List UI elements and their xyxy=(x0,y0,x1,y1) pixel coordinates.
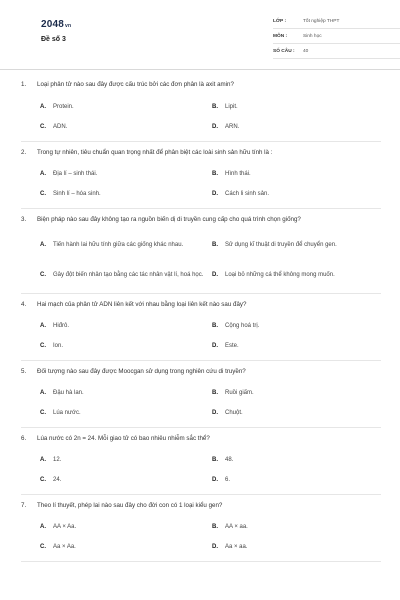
answer-options xyxy=(21,236,381,284)
option-key: D. xyxy=(212,272,218,278)
question-text: Biện pháp nào sau đây không tạo ra nguồn biến dị di truyền cung cấp cho quá trình chọn giống? xyxy=(37,216,301,223)
question-stem xyxy=(21,434,381,443)
option-text: Lipit. xyxy=(225,104,238,110)
option-key: B. xyxy=(212,323,218,329)
question-list xyxy=(21,80,381,562)
answer-options xyxy=(21,102,381,132)
answer-option-c[interactable] xyxy=(40,341,212,351)
meta-label-subject: MÔN : xyxy=(273,33,288,39)
option-key: A. xyxy=(40,524,46,530)
option-key: A. xyxy=(40,457,46,463)
question-stem xyxy=(21,300,381,309)
answer-option-c[interactable] xyxy=(40,122,212,132)
option-key: D. xyxy=(212,191,218,197)
option-key: B. xyxy=(212,524,218,530)
option-text: Cách li sinh sản. xyxy=(225,191,270,197)
option-key: D. xyxy=(212,124,218,130)
option-key: A. xyxy=(40,171,46,177)
question-text: Trong tự nhiên, tiêu chuẩn quan trọng nhất để phân biệt các loài sinh sản hữu tính là : xyxy=(37,149,273,156)
answer-option-a[interactable] xyxy=(40,388,212,398)
question-text: Lúa nước có 2n = 24. Mỗi giao tử có bao nhiêu nhiễm sắc thể? xyxy=(37,435,210,442)
meta-row-class xyxy=(273,14,400,29)
option-text: AA × aa. xyxy=(225,524,248,530)
option-text: Tiến hành lai hữu tính giữa các giống khác nhau. xyxy=(53,242,184,248)
question-5 xyxy=(21,361,381,428)
option-text: 48. xyxy=(225,457,234,463)
option-text: AA × Aa. xyxy=(53,524,77,530)
logo-text: 2048 xyxy=(41,19,65,30)
option-key: A. xyxy=(40,104,46,110)
answer-option-d[interactable] xyxy=(212,189,384,199)
option-key: B. xyxy=(212,242,218,248)
question-text: Đối tượng nào sau đây được Moocgan sử dụng trong nghiên cứu di truyền? xyxy=(37,368,246,375)
question-1 xyxy=(21,80,381,142)
option-key: D. xyxy=(212,343,218,349)
option-key: A. xyxy=(40,242,46,248)
exam-header xyxy=(20,0,380,62)
answer-options xyxy=(21,169,381,199)
meta-value-subject: Sinh học xyxy=(303,33,322,39)
answer-option-a[interactable] xyxy=(40,455,212,465)
exam-number: Đề số 3 xyxy=(41,36,66,43)
question-stem xyxy=(21,80,381,89)
answer-options xyxy=(21,388,381,418)
option-key: A. xyxy=(40,323,46,329)
option-text: Đậu hà lan. xyxy=(53,390,84,396)
meta-value-count: 40 xyxy=(303,48,309,54)
option-key: C. xyxy=(40,272,46,278)
option-text: Ion. xyxy=(53,343,64,349)
answer-option-a[interactable] xyxy=(40,102,212,112)
option-key: D. xyxy=(212,477,218,483)
answer-option-a[interactable] xyxy=(40,169,212,179)
option-text: 24. xyxy=(53,477,62,483)
answer-option-c[interactable] xyxy=(40,408,212,418)
option-key: C. xyxy=(40,410,46,416)
option-key: C. xyxy=(40,343,46,349)
answer-option-b[interactable] xyxy=(212,321,384,331)
question-6 xyxy=(21,428,381,495)
answer-option-c[interactable] xyxy=(40,542,212,552)
answer-option-d[interactable] xyxy=(212,122,384,132)
question-2 xyxy=(21,142,381,209)
option-text: Aa × Aa. xyxy=(53,544,76,550)
option-key: C. xyxy=(40,477,46,483)
question-number: 2. xyxy=(21,149,27,156)
header-divider xyxy=(0,69,400,70)
option-text: 6. xyxy=(225,477,231,483)
answer-option-d[interactable] xyxy=(212,542,384,552)
answer-option-b[interactable] xyxy=(212,522,384,532)
question-number: 5. xyxy=(21,368,27,375)
option-key: C. xyxy=(40,124,46,130)
answer-option-c[interactable] xyxy=(40,266,212,284)
exam-meta xyxy=(273,14,400,59)
option-text: ARN. xyxy=(225,124,240,130)
question-number: 4. xyxy=(21,301,27,308)
option-text: Loại bỏ những cá thể không mong muốn. xyxy=(225,272,335,278)
option-text: Địa lí – sinh thái. xyxy=(53,171,98,177)
question-text: Loại phân tử nào sau đây được cấu trúc bởi các đơn phân là axit amin? xyxy=(37,81,234,88)
option-text: Gây đột biến nhân tạo bằng các tác nhân vật lí, hoá học. xyxy=(53,272,204,278)
meta-row-subject xyxy=(273,29,400,44)
option-text: Aa × aa. xyxy=(225,544,248,550)
question-4 xyxy=(21,294,381,361)
question-number: 1. xyxy=(21,81,27,88)
answer-options xyxy=(21,522,381,552)
option-text: Lúa nước. xyxy=(53,410,81,416)
question-3 xyxy=(21,209,381,294)
answer-option-b[interactable] xyxy=(212,169,384,179)
question-stem xyxy=(21,148,381,157)
question-stem xyxy=(21,501,381,510)
answer-options xyxy=(21,455,381,485)
meta-label-class: LỚP : xyxy=(273,18,287,24)
answer-option-b[interactable] xyxy=(212,102,384,112)
question-number: 6. xyxy=(21,435,27,442)
option-key: D. xyxy=(212,410,218,416)
question-stem xyxy=(21,215,381,224)
answer-option-b[interactable] xyxy=(212,455,384,465)
question-7 xyxy=(21,495,381,562)
option-text: Hình thái. xyxy=(225,171,251,177)
option-text: Este. xyxy=(225,343,239,349)
answer-options xyxy=(21,321,381,351)
answer-option-a[interactable] xyxy=(40,236,212,254)
option-text: Sử dụng kĩ thuật di truyền để chuyển gen. xyxy=(225,242,337,248)
question-number: 3. xyxy=(21,216,27,223)
option-key: B. xyxy=(212,390,218,396)
answer-option-d[interactable] xyxy=(212,475,384,485)
option-text: Chuột. xyxy=(225,410,243,416)
answer-option-b[interactable] xyxy=(212,236,384,254)
option-text: Hiđrô. xyxy=(53,323,70,329)
site-logo[interactable] xyxy=(41,19,71,30)
answer-option-a[interactable] xyxy=(40,321,212,331)
answer-option-d[interactable] xyxy=(212,408,384,418)
option-key: D. xyxy=(212,544,218,550)
answer-option-c[interactable] xyxy=(40,475,212,485)
meta-label-count: SỐ CÂU : xyxy=(273,48,295,54)
meta-row-count xyxy=(273,44,400,59)
option-text: Sinh lí – hóa sinh. xyxy=(53,191,101,197)
question-stem xyxy=(21,367,381,376)
option-key: A. xyxy=(40,390,46,396)
option-key: B. xyxy=(212,457,218,463)
answer-option-b[interactable] xyxy=(212,388,384,398)
answer-option-a[interactable] xyxy=(40,522,212,532)
answer-option-d[interactable] xyxy=(212,341,384,351)
option-key: B. xyxy=(212,104,218,110)
question-number: 7. xyxy=(21,502,27,509)
option-key: C. xyxy=(40,191,46,197)
answer-option-d[interactable] xyxy=(212,266,384,284)
logo-suffix: vn xyxy=(65,23,72,29)
question-text: Theo lí thuyết, phép lai nào sau đây cho đời con có 1 loại kiểu gen? xyxy=(37,502,223,509)
option-key: C. xyxy=(40,544,46,550)
option-text: Ruồi giấm. xyxy=(225,390,254,396)
option-text: 12. xyxy=(53,457,62,463)
option-key: B. xyxy=(212,171,218,177)
option-text: Protein. xyxy=(53,104,74,110)
meta-value-class: Tốt nghiệp THPT xyxy=(303,18,340,24)
option-text: ADN. xyxy=(53,124,68,130)
answer-option-c[interactable] xyxy=(40,189,212,199)
option-text: Cộng hoá trị. xyxy=(225,323,260,329)
question-text: Hai mạch của phân tử ADN liên kết với nhau bằng loại liên kết nào sau đây? xyxy=(37,301,247,308)
